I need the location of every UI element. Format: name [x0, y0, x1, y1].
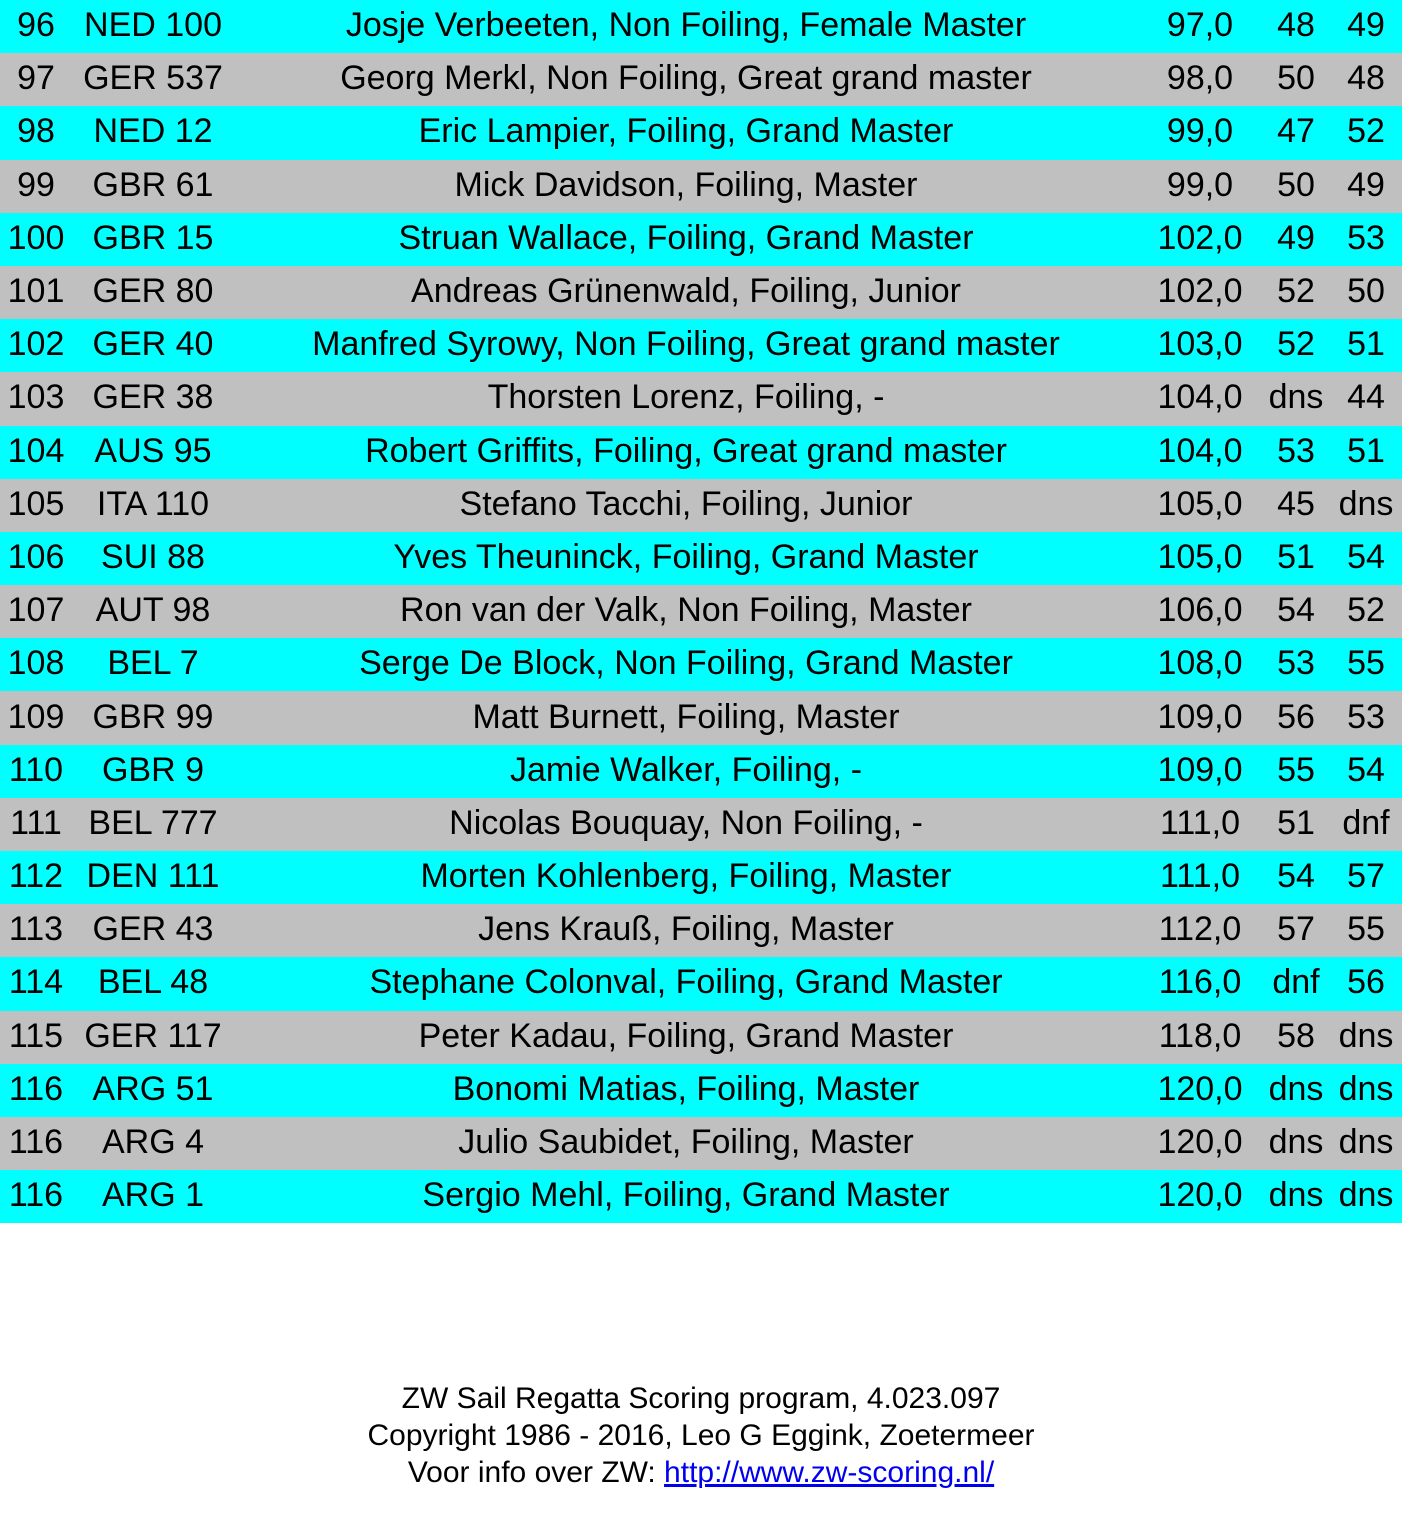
- sail-number-cell: BEL 777: [88, 803, 218, 842]
- sailor-name-cell: Morten Kohlenberg, Foiling, Master: [420, 857, 952, 896]
- table-row: [0, 1117, 1402, 1170]
- race-1-cell: dns: [1268, 1123, 1324, 1162]
- sail-number-cell: GER 40: [92, 325, 214, 364]
- total-points-cell: 120,0: [1157, 1123, 1243, 1162]
- rank-cell: 100: [7, 218, 65, 257]
- race-1-cell: 55: [1277, 750, 1315, 789]
- rank-cell: 96: [17, 6, 55, 45]
- footer-info-prefix: Voor info over ZW:: [407, 1456, 665, 1489]
- sail-number-cell: ARG 51: [92, 1069, 214, 1108]
- table-row: [0, 106, 1402, 159]
- total-points-cell: 102,0: [1157, 218, 1243, 257]
- rank-cell: 109: [7, 697, 65, 736]
- footer: [0, 1380, 1402, 1491]
- table-row: [0, 160, 1402, 213]
- sailor-name-cell: Robert Griffits, Foiling, Great grand master: [365, 431, 1007, 470]
- total-points-cell: 109,0: [1157, 697, 1243, 736]
- table-row: [0, 638, 1402, 691]
- table-row: [0, 0, 1402, 53]
- table-row: [0, 904, 1402, 957]
- race-1-cell: 45: [1277, 484, 1315, 523]
- total-points-cell: 104,0: [1157, 431, 1243, 470]
- race-2-cell: 55: [1347, 910, 1385, 949]
- total-points-cell: 111,0: [1159, 803, 1241, 842]
- rank-cell: 116: [8, 1123, 64, 1162]
- table-row: [0, 798, 1402, 851]
- total-points-cell: 99,0: [1166, 165, 1234, 204]
- table-row: [0, 851, 1402, 904]
- footer-copyright-line: Copyright 1986 - 2016, Leo G Eggink, Zoetermeer: [367, 1419, 1035, 1452]
- race-2-cell: 57: [1347, 857, 1385, 896]
- sailor-name-cell: Georg Merkl, Non Foiling, Great grand master: [340, 59, 1032, 98]
- rank-cell: 99: [17, 165, 55, 204]
- total-points-cell: 120,0: [1157, 1176, 1243, 1215]
- sail-number-cell: ITA 110: [96, 484, 210, 523]
- sail-number-cell: BEL 7: [107, 644, 199, 683]
- sail-number-cell: GER 43: [92, 910, 214, 949]
- table-row: [0, 957, 1402, 1010]
- sail-number-cell: NED 12: [93, 112, 213, 151]
- zw-scoring-link[interactable]: http://www.zw-scoring.nl/: [664, 1456, 995, 1489]
- total-points-cell: 104,0: [1157, 378, 1243, 417]
- race-2-cell: 55: [1347, 644, 1385, 683]
- race-2-cell: 49: [1347, 165, 1385, 204]
- sailor-name-cell: Sergio Mehl, Foiling, Grand Master: [422, 1176, 950, 1215]
- table-row: [0, 319, 1402, 372]
- sailor-name-cell: Serge De Block, Non Foiling, Grand Master: [359, 644, 1013, 683]
- table-row: [0, 372, 1402, 425]
- total-points-cell: 111,0: [1159, 857, 1241, 896]
- total-points-cell: 106,0: [1157, 591, 1243, 630]
- sail-number-cell: GER 80: [92, 272, 214, 311]
- race-1-cell: 51: [1277, 537, 1315, 576]
- sailor-name-cell: Eric Lampier, Foiling, Grand Master: [418, 112, 954, 151]
- table-row: [0, 1170, 1402, 1223]
- sail-number-cell: GER 117: [84, 1016, 222, 1055]
- rank-cell: 114: [8, 963, 64, 1002]
- footer-info-line: [0, 1454, 1402, 1491]
- sailor-name-cell: Jens Krauß, Foiling, Master: [478, 910, 894, 949]
- total-points-cell: 116,0: [1158, 963, 1242, 1002]
- rank-cell: 97: [17, 59, 55, 98]
- race-1-cell: 54: [1277, 857, 1315, 896]
- total-points-cell: 105,0: [1157, 484, 1243, 523]
- sailor-name-cell: Yves Theuninck, Foiling, Grand Master: [393, 537, 979, 576]
- sailor-name-cell: Peter Kadau, Foiling, Grand Master: [418, 1016, 954, 1055]
- table-row: [0, 691, 1402, 744]
- race-2-cell: 48: [1347, 59, 1385, 98]
- rank-cell: 111: [10, 803, 62, 842]
- race-1-cell: dns: [1268, 1069, 1324, 1108]
- footer-program-line: ZW Sail Regatta Scoring program, 4.023.097: [401, 1382, 1001, 1415]
- sailor-name-cell: Josje Verbeeten, Non Foiling, Female Master: [345, 6, 1027, 45]
- sail-number-cell: AUS 95: [94, 431, 212, 470]
- race-2-cell: dns: [1338, 1123, 1394, 1162]
- sail-number-cell: AUT 98: [95, 591, 211, 630]
- table-row: [0, 266, 1402, 319]
- table-row: [0, 53, 1402, 106]
- race-2-cell: 53: [1347, 697, 1385, 736]
- rank-cell: 110: [8, 750, 64, 789]
- race-2-cell: dns: [1338, 1069, 1394, 1108]
- race-1-cell: dns: [1268, 378, 1324, 417]
- rank-cell: 104: [7, 431, 65, 470]
- table-row: [0, 745, 1402, 798]
- race-1-cell: 58: [1277, 1016, 1315, 1055]
- table-row: [0, 426, 1402, 479]
- race-2-cell: 52: [1347, 112, 1385, 151]
- race-1-cell: 51: [1277, 803, 1315, 842]
- sailor-name-cell: Nicolas Bouquay, Non Foiling, -: [449, 803, 923, 842]
- table-row: [0, 1011, 1402, 1064]
- sail-number-cell: ARG 4: [101, 1123, 205, 1162]
- table-row: [0, 1064, 1402, 1117]
- race-2-cell: 52: [1347, 591, 1385, 630]
- sail-number-cell: SUI 88: [101, 537, 205, 576]
- rank-cell: 98: [17, 112, 55, 151]
- race-1-cell: 47: [1277, 112, 1315, 151]
- race-1-cell: 57: [1277, 910, 1315, 949]
- race-1-cell: 48: [1277, 6, 1315, 45]
- race-2-cell: 50: [1347, 272, 1385, 311]
- sail-number-cell: BEL 48: [97, 963, 209, 1002]
- sailor-name-cell: Ron van der Valk, Non Foiling, Master: [400, 591, 972, 630]
- race-2-cell: 54: [1347, 537, 1385, 576]
- rank-cell: 107: [7, 591, 65, 630]
- race-1-cell: 53: [1277, 431, 1315, 470]
- table-row: [0, 479, 1402, 532]
- race-2-cell: dns: [1338, 1016, 1394, 1055]
- sailor-name-cell: Struan Wallace, Foiling, Grand Master: [398, 218, 974, 257]
- sail-number-cell: GER 537: [83, 59, 223, 98]
- sail-number-cell: DEN 111: [86, 857, 220, 896]
- race-2-cell: 53: [1347, 218, 1385, 257]
- sail-number-cell: GER 38: [92, 378, 214, 417]
- race-1-cell: 52: [1277, 272, 1315, 311]
- rank-cell: 105: [7, 484, 65, 523]
- race-2-cell: 54: [1347, 750, 1385, 789]
- total-points-cell: 98,0: [1166, 59, 1234, 98]
- total-points-cell: 120,0: [1157, 1069, 1243, 1108]
- rank-cell: 103: [7, 378, 65, 417]
- sailor-name-cell: Jamie Walker, Foiling, -: [509, 750, 863, 789]
- race-1-cell: 54: [1277, 591, 1315, 630]
- sailor-name-cell: Matt Burnett, Foiling, Master: [472, 697, 900, 736]
- sailor-name-cell: Andreas Grünenwald, Foiling, Junior: [411, 272, 961, 311]
- sailor-name-cell: Julio Saubidet, Foiling, Master: [458, 1123, 914, 1162]
- sailor-name-cell: Stefano Tacchi, Foiling, Junior: [459, 484, 913, 523]
- race-2-cell: dns: [1338, 484, 1394, 523]
- sailor-name-cell: Thorsten Lorenz, Foiling, -: [487, 378, 885, 417]
- sailor-name-cell: Stephane Colonval, Foiling, Grand Master: [369, 963, 1003, 1002]
- race-1-cell: 56: [1277, 697, 1315, 736]
- sail-number-cell: GBR 99: [92, 697, 214, 736]
- table-row: [0, 532, 1402, 585]
- race-1-cell: 50: [1277, 59, 1315, 98]
- race-2-cell: 51: [1347, 431, 1385, 470]
- total-points-cell: 105,0: [1157, 537, 1243, 576]
- rank-cell: 106: [7, 537, 65, 576]
- sail-number-cell: GBR 61: [92, 165, 214, 204]
- race-1-cell: dnf: [1272, 963, 1320, 1002]
- total-points-cell: 108,0: [1157, 644, 1243, 683]
- total-points-cell: 109,0: [1157, 750, 1243, 789]
- race-2-cell: 49: [1347, 6, 1385, 45]
- rank-cell: 116: [8, 1069, 64, 1108]
- sailor-name-cell: Bonomi Matias, Foiling, Master: [452, 1069, 920, 1108]
- rank-cell: 115: [8, 1016, 64, 1055]
- rank-cell: 113: [8, 910, 64, 949]
- total-points-cell: 103,0: [1157, 325, 1243, 364]
- race-2-cell: 56: [1347, 963, 1385, 1002]
- race-1-cell: 53: [1277, 644, 1315, 683]
- sailor-name-cell: Mick Davidson, Foiling, Master: [454, 165, 918, 204]
- rank-cell: 102: [7, 325, 65, 364]
- sail-number-cell: GBR 15: [92, 218, 214, 257]
- sail-number-cell: GBR 9: [101, 750, 205, 789]
- race-2-cell: 44: [1347, 378, 1385, 417]
- sailor-name-cell: Manfred Syrowy, Non Foiling, Great grand master: [312, 325, 1060, 364]
- race-2-cell: 51: [1347, 325, 1385, 364]
- race-1-cell: dns: [1268, 1176, 1324, 1215]
- rank-cell: 112: [8, 857, 64, 896]
- total-points-cell: 97,0: [1166, 6, 1234, 45]
- race-2-cell: dns: [1338, 1176, 1394, 1215]
- total-points-cell: 99,0: [1166, 112, 1234, 151]
- total-points-cell: 118,0: [1158, 1016, 1242, 1055]
- race-2-cell: dnf: [1342, 803, 1390, 842]
- table-row: [0, 213, 1402, 266]
- total-points-cell: 112,0: [1158, 910, 1242, 949]
- rank-cell: 101: [7, 272, 65, 311]
- race-1-cell: 52: [1277, 325, 1315, 364]
- total-points-cell: 102,0: [1157, 272, 1243, 311]
- rank-cell: 116: [8, 1176, 64, 1215]
- sail-number-cell: ARG 1: [101, 1176, 205, 1215]
- sail-number-cell: NED 100: [84, 6, 222, 45]
- race-1-cell: 49: [1277, 218, 1315, 257]
- table-row: [0, 585, 1402, 638]
- rank-cell: 108: [7, 644, 65, 683]
- race-1-cell: 50: [1277, 165, 1315, 204]
